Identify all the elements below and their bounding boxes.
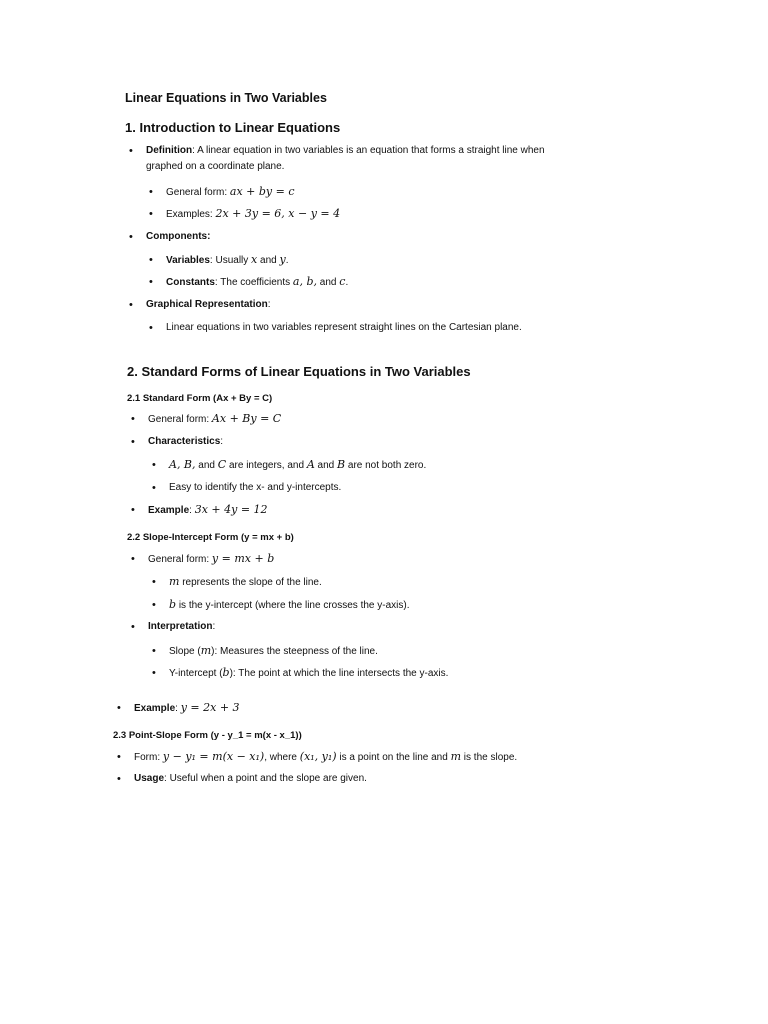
char-math-a: A bbox=[306, 458, 315, 471]
variables-label: Variables bbox=[166, 255, 210, 266]
form-label: Form: bbox=[134, 752, 163, 763]
form-text-1: , where bbox=[264, 752, 300, 763]
form-math-m: m bbox=[450, 750, 462, 763]
yint-text-2: ): The point at which the line intersects the y-axis. bbox=[229, 668, 449, 679]
char-math-ab: A, B, bbox=[169, 458, 196, 471]
form-math-point: (x₁, y₁) bbox=[299, 750, 337, 763]
m-math: m bbox=[169, 575, 180, 588]
general-form-math: ax + by = c bbox=[229, 185, 295, 198]
characteristics-suffix: : bbox=[220, 436, 224, 447]
examples-item bbox=[166, 206, 340, 223]
variables-text-1: : Usually bbox=[209, 255, 252, 266]
char-math-c: C bbox=[217, 458, 227, 471]
b-intercept-item bbox=[169, 597, 409, 614]
constants-text-3: . bbox=[345, 277, 349, 288]
components-item bbox=[146, 229, 210, 245]
slope-interpretation-item bbox=[169, 643, 378, 660]
interpretation-suffix: : bbox=[212, 621, 216, 632]
definition-label: Definition bbox=[146, 145, 193, 156]
char-text-3: and bbox=[314, 460, 338, 471]
examples-math: 2x + 3y = 6, x − y = 4 bbox=[215, 207, 341, 220]
variables-text-3: . bbox=[285, 255, 289, 266]
yint-text-1: Y-intercept ( bbox=[169, 668, 223, 679]
form-text-3: is the slope. bbox=[461, 752, 518, 763]
form-math-equation: y − y₁ = m(x − x₁) bbox=[162, 750, 265, 763]
definition-item bbox=[146, 143, 571, 175]
slope-example-label: Example bbox=[134, 703, 176, 714]
characteristic-integers-item bbox=[169, 457, 426, 474]
slope-math: m bbox=[200, 644, 212, 657]
characteristic-intercepts-item: • Easy to identify the x- and y-intercepts. bbox=[169, 480, 341, 496]
slope-example-item bbox=[134, 700, 240, 717]
slope-example-math: y = 2x + 3 bbox=[180, 701, 240, 714]
components-label: Components bbox=[146, 231, 208, 242]
characteristics-label: Characteristics bbox=[148, 436, 221, 447]
slope-general-math: y = mx + b bbox=[211, 552, 275, 565]
char-math-b: B bbox=[337, 458, 346, 471]
general-form-label: General form: bbox=[166, 187, 230, 198]
section-2-2-heading: 2.2 Slope-Intercept Form (y = mx + b) bbox=[127, 532, 294, 543]
char-text-1: and bbox=[195, 460, 218, 471]
graphical-text-item: • Linear equations in two variables represent straight lines on the Cartesian plane. bbox=[166, 320, 522, 336]
standard-example-math: 3x + 4y = 12 bbox=[194, 503, 268, 516]
constants-text-2: and bbox=[317, 277, 340, 288]
constants-math-ab: a, b, bbox=[292, 275, 318, 288]
slope-general-label: General form: bbox=[148, 554, 212, 565]
characteristics-item bbox=[148, 434, 223, 450]
variables-math-x: x bbox=[251, 253, 258, 266]
section-2-heading: 2. Standard Forms of Linear Equations in Two Variables bbox=[127, 364, 471, 379]
interpretation-item bbox=[148, 619, 215, 635]
char-text-4: are not both zero. bbox=[345, 460, 427, 471]
slope-text-1: Slope ( bbox=[169, 646, 201, 657]
variables-item bbox=[166, 252, 289, 269]
components-suffix: : bbox=[207, 231, 211, 242]
variables-text-2: and bbox=[257, 255, 280, 266]
interpretation-label: Interpretation bbox=[148, 621, 213, 632]
m-slope-item bbox=[169, 574, 322, 591]
standard-general-math: Ax + By = C bbox=[211, 412, 282, 425]
slope-general-form-item bbox=[148, 551, 274, 568]
yint-math: b bbox=[222, 666, 230, 679]
standard-general-label: General form: bbox=[148, 414, 212, 425]
graphical-label: Graphical Representation bbox=[146, 299, 268, 310]
slope-text-2: ): Measures the steepness of the line. bbox=[211, 646, 378, 657]
form-text-2: is a point on the line and bbox=[336, 752, 451, 763]
b-text: is the y-intercept (where the line crosses the y-axis). bbox=[176, 600, 410, 611]
graphical-item bbox=[146, 297, 270, 313]
constants-item bbox=[166, 274, 348, 291]
definition-text: : A linear equation in two variables is an equation that forms a straight line when graphed on a coordinate plane. bbox=[146, 145, 545, 172]
b-math: b bbox=[169, 598, 177, 611]
usage-text: : Useful when a point and the slope are given. bbox=[164, 773, 367, 784]
variables-math-y: y bbox=[279, 253, 286, 266]
constants-math-c: c bbox=[339, 275, 346, 288]
usage-label: Usage bbox=[134, 773, 165, 784]
char-text-2: are integers, and bbox=[226, 460, 307, 471]
document-title: Linear Equations in Two Variables bbox=[125, 91, 327, 105]
general-form-item bbox=[166, 184, 295, 201]
section-1-heading: 1. Introduction to Linear Equations bbox=[125, 120, 341, 135]
section-2-3-heading: 2.3 Point-Slope Form (y - y_1 = m(x - x_1)) bbox=[113, 730, 302, 741]
standard-example-item bbox=[148, 502, 268, 519]
usage-item bbox=[134, 771, 367, 787]
graphical-suffix: : bbox=[267, 299, 271, 310]
section-2-1-heading: 2.1 Standard Form (Ax + By = C) bbox=[127, 393, 273, 404]
examples-label: Examples: bbox=[166, 209, 216, 220]
slope-example-sep: : bbox=[175, 703, 181, 714]
m-text: represents the slope of the line. bbox=[179, 577, 322, 588]
standard-example-label: Example bbox=[148, 505, 190, 516]
point-slope-form-item bbox=[134, 749, 517, 766]
yint-interpretation-item bbox=[169, 665, 448, 682]
standard-general-form-item bbox=[148, 411, 281, 428]
standard-example-sep: : bbox=[189, 505, 195, 516]
constants-label: Constants bbox=[166, 277, 215, 288]
constants-text-1: : The coefficients bbox=[214, 277, 293, 288]
